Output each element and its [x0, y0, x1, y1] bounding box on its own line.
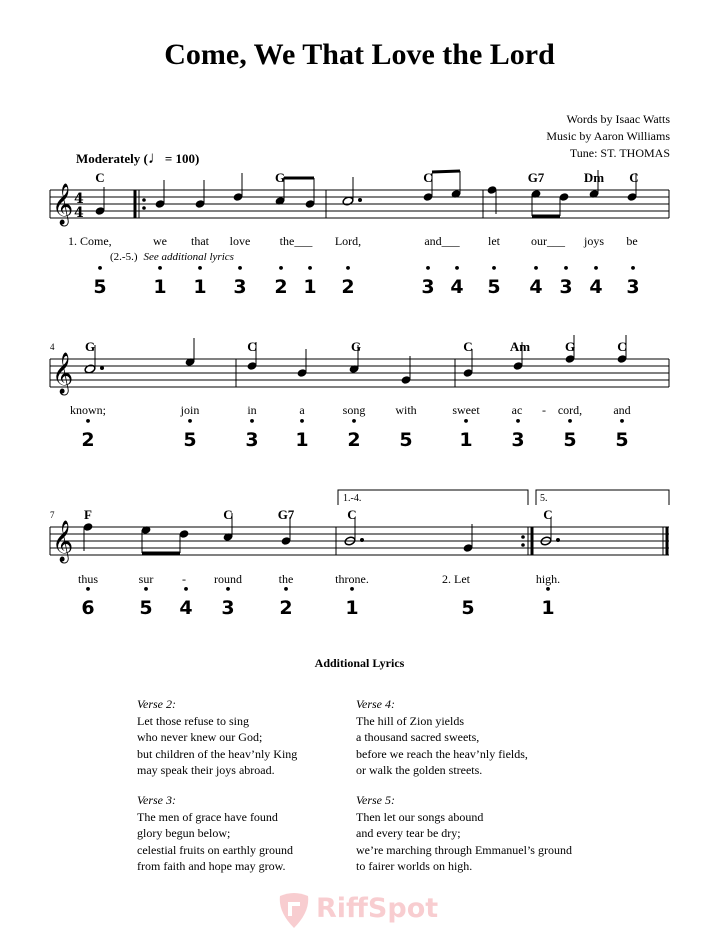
lyric-syllable: cord, [557, 403, 583, 417]
lyric-syllable: the___ [279, 234, 313, 248]
harmonica-tab: • 2 [81, 429, 94, 451]
chord-symbol: C [629, 170, 639, 185]
repeat-dot [142, 206, 146, 210]
credit-words: Words by Isaac Watts [566, 112, 670, 126]
verse-line: a thousand sacred sweets, [356, 730, 480, 744]
harmonica-tab: • 1 [459, 429, 472, 451]
lyric-syllable: with [395, 403, 417, 417]
guitar-pick-icon [274, 890, 314, 930]
lyric-syllable: our___ [531, 234, 565, 248]
chord-symbol: C [423, 170, 433, 185]
treble-clef-icon: 𝄞 [52, 521, 74, 562]
harmonica-tab: • 3 [626, 276, 639, 298]
chord-symbol: G [274, 170, 286, 185]
harmonica-tab: • 1 [345, 597, 358, 619]
lyric-syllable: love [229, 234, 251, 248]
chord-symbol: G [350, 339, 362, 354]
tempo-bpm: = 100) [164, 151, 200, 166]
verse-line: glory begun below; [137, 826, 231, 840]
verse-line: before we reach the heav’nly fields, [356, 746, 528, 761]
harmonica-tab: • 5 [615, 429, 628, 451]
lyric-syllable: 2. Let [442, 572, 470, 586]
measure-number: 4 [50, 342, 55, 352]
brand-name: RiffSpot [316, 893, 439, 924]
verse-line: but children of the heav’nly King [137, 746, 298, 761]
harmonica-tab: • 1 [541, 597, 554, 619]
lyric-syllable: high. [535, 572, 561, 586]
riffspot-logo [274, 890, 454, 930]
harmonica-tab: 5 [399, 429, 413, 451]
harmonica-tab: • 1 [153, 276, 166, 298]
chord-symbol: Am [509, 339, 531, 354]
credit-tune: Tune: ST. THOMAS [569, 146, 670, 160]
harmonica-tab: • 2 [274, 276, 287, 298]
harmonica-tab: • 4 [529, 276, 542, 298]
treble-clef-icon: 𝄞 [52, 184, 74, 225]
chord-symbol: C [463, 339, 473, 354]
song-title: Come, We That Love the Lord [164, 38, 555, 71]
chord-symbol: G7 [527, 170, 545, 185]
lyric-syllable: joys [583, 234, 605, 248]
verse-block-5 [356, 792, 572, 875]
ending-brackets [338, 490, 669, 505]
ending-label-first: 1.-4. [343, 493, 362, 504]
notes-system-3 [83, 513, 559, 553]
lyric-syllable: join [180, 403, 200, 417]
credit-music: Music by Aaron Williams [546, 129, 670, 143]
staff-system-1 [50, 190, 669, 218]
verse-marker-note: See additional lyrics [143, 251, 234, 263]
repeat-dot [521, 535, 525, 539]
chord-symbol: G7 [277, 507, 295, 522]
lyric-syllable: we [153, 234, 167, 248]
chord-symbol: C [223, 507, 233, 522]
lyric-syllable: thus [77, 572, 99, 586]
lyric-syllable: let [488, 234, 500, 248]
harmonica-tab: • 4 [589, 276, 602, 298]
verse-marker: (2.-5.) See additional lyrics [110, 251, 234, 263]
chord-symbol: C [247, 339, 257, 354]
verse-line: Let those refuse to sing [137, 713, 249, 728]
harmonica-tab: • 5 [563, 429, 576, 451]
harmonica-tab: • 3 [511, 429, 524, 451]
verse-line: from faith and hope may grow. [137, 859, 286, 873]
verse-line: may speak their joys abroad. [137, 763, 275, 777]
harmonica-tab: • 1 [193, 276, 206, 298]
verse-line: or walk the golden streets. [356, 763, 483, 777]
harmonica-tab: • 1 [303, 276, 316, 298]
chord-symbol: G [564, 339, 576, 354]
harmonica-tab: • 2 [341, 276, 354, 298]
harmonica-tab: • 5 [487, 276, 500, 298]
chord-symbol: C [617, 339, 627, 354]
lyric-syllable: and___ [424, 234, 460, 248]
harmonica-tab: • 3 [221, 597, 234, 619]
harmonica-tab: • 5 [139, 597, 152, 619]
repeat-dot [521, 543, 525, 547]
harmonica-tab: 5 [461, 597, 475, 619]
repeat-dot [142, 198, 146, 202]
verse-title: Verse 2: [137, 697, 176, 711]
notes-system-1 [95, 170, 637, 216]
lyric-syllable: Lord, [334, 234, 362, 248]
verse-title: Verse 5: [356, 793, 395, 807]
harmonica-tab: • 2 [279, 597, 292, 619]
verse-title: Verse 4: [356, 697, 395, 711]
ending-label-second: 5. [540, 493, 548, 504]
verse-line: to fairer worlds on high. [356, 859, 473, 873]
harmonica-tab: • 6 [81, 597, 94, 619]
harmonica-tab: • 3 [245, 429, 258, 451]
verse-block-2 [137, 696, 297, 779]
staff-system-2 [50, 359, 669, 387]
tempo-label: Moderately [76, 151, 141, 166]
time-signature-bottom: 4 [74, 205, 84, 221]
lyric-syllable: sur [138, 572, 154, 586]
harmonica-tab: • 2 [347, 429, 360, 451]
lyric-syllable: throne. [335, 572, 369, 586]
harmonica-tab: • 4 [450, 276, 463, 298]
lyric-syllable: a [299, 403, 305, 417]
chord-symbol: C [543, 507, 553, 522]
verse-line: and every tear be dry; [356, 826, 461, 840]
verse-line: we’re marching through Emmanuel’s ground [356, 842, 572, 857]
lyric-syllable: and [613, 403, 631, 417]
lyric-syllable: known; [70, 403, 106, 417]
verse-line: The men of grace have found [137, 809, 278, 824]
tempo-marking: Moderately (♩= 100) [76, 148, 200, 167]
lyric-syllable: in [247, 403, 257, 417]
lyric-syllable: ac [511, 403, 523, 417]
lyric-syllable: be [626, 234, 638, 248]
lyric-syllable: round [214, 572, 242, 586]
lyric-syllable: song [342, 403, 366, 417]
harmonica-tab: • 4 [179, 597, 192, 619]
harmonica-tab: • 1 [295, 429, 308, 451]
chord-symbol: C [347, 507, 357, 522]
verse-line: The hill of Zion yields [356, 713, 464, 728]
verse-line: who never knew our God; [137, 730, 263, 744]
harmonica-tab: • 5 [183, 429, 196, 451]
harmonica-tab: • 5 [93, 276, 106, 298]
measure-number: 7 [50, 510, 55, 520]
additional-lyrics-heading: Additional Lyrics [314, 656, 405, 670]
quarter-note-icon: ♩ [147, 148, 165, 167]
verse-block-3 [137, 792, 293, 875]
treble-clef-icon: 𝄞 [52, 353, 74, 394]
lyric-hyphen: - [542, 403, 546, 417]
chord-symbol: G [84, 339, 96, 354]
lyric-syllable: sweet [452, 403, 480, 417]
verse-block-4 [356, 696, 528, 779]
chord-symbol: C [95, 170, 105, 185]
verse-line: celestial fruits on earthly ground [137, 842, 293, 857]
time-signature-top: 4 [74, 191, 84, 207]
verse-line: Then let our songs abound [356, 809, 484, 824]
chord-symbol: Dm [583, 170, 605, 185]
verse-title: Verse 3: [137, 793, 176, 807]
harmonica-tab: • 3 [559, 276, 572, 298]
lyric-syllable: that [191, 234, 209, 248]
lyric-hyphen: - [182, 572, 186, 586]
harmonica-tab: • 3 [421, 276, 434, 298]
lyric-syllable: the [278, 572, 294, 586]
lyric-syllable: 1. Come, [68, 234, 112, 248]
chord-symbol: F [84, 507, 92, 522]
harmonica-tab: • 3 [233, 276, 246, 298]
